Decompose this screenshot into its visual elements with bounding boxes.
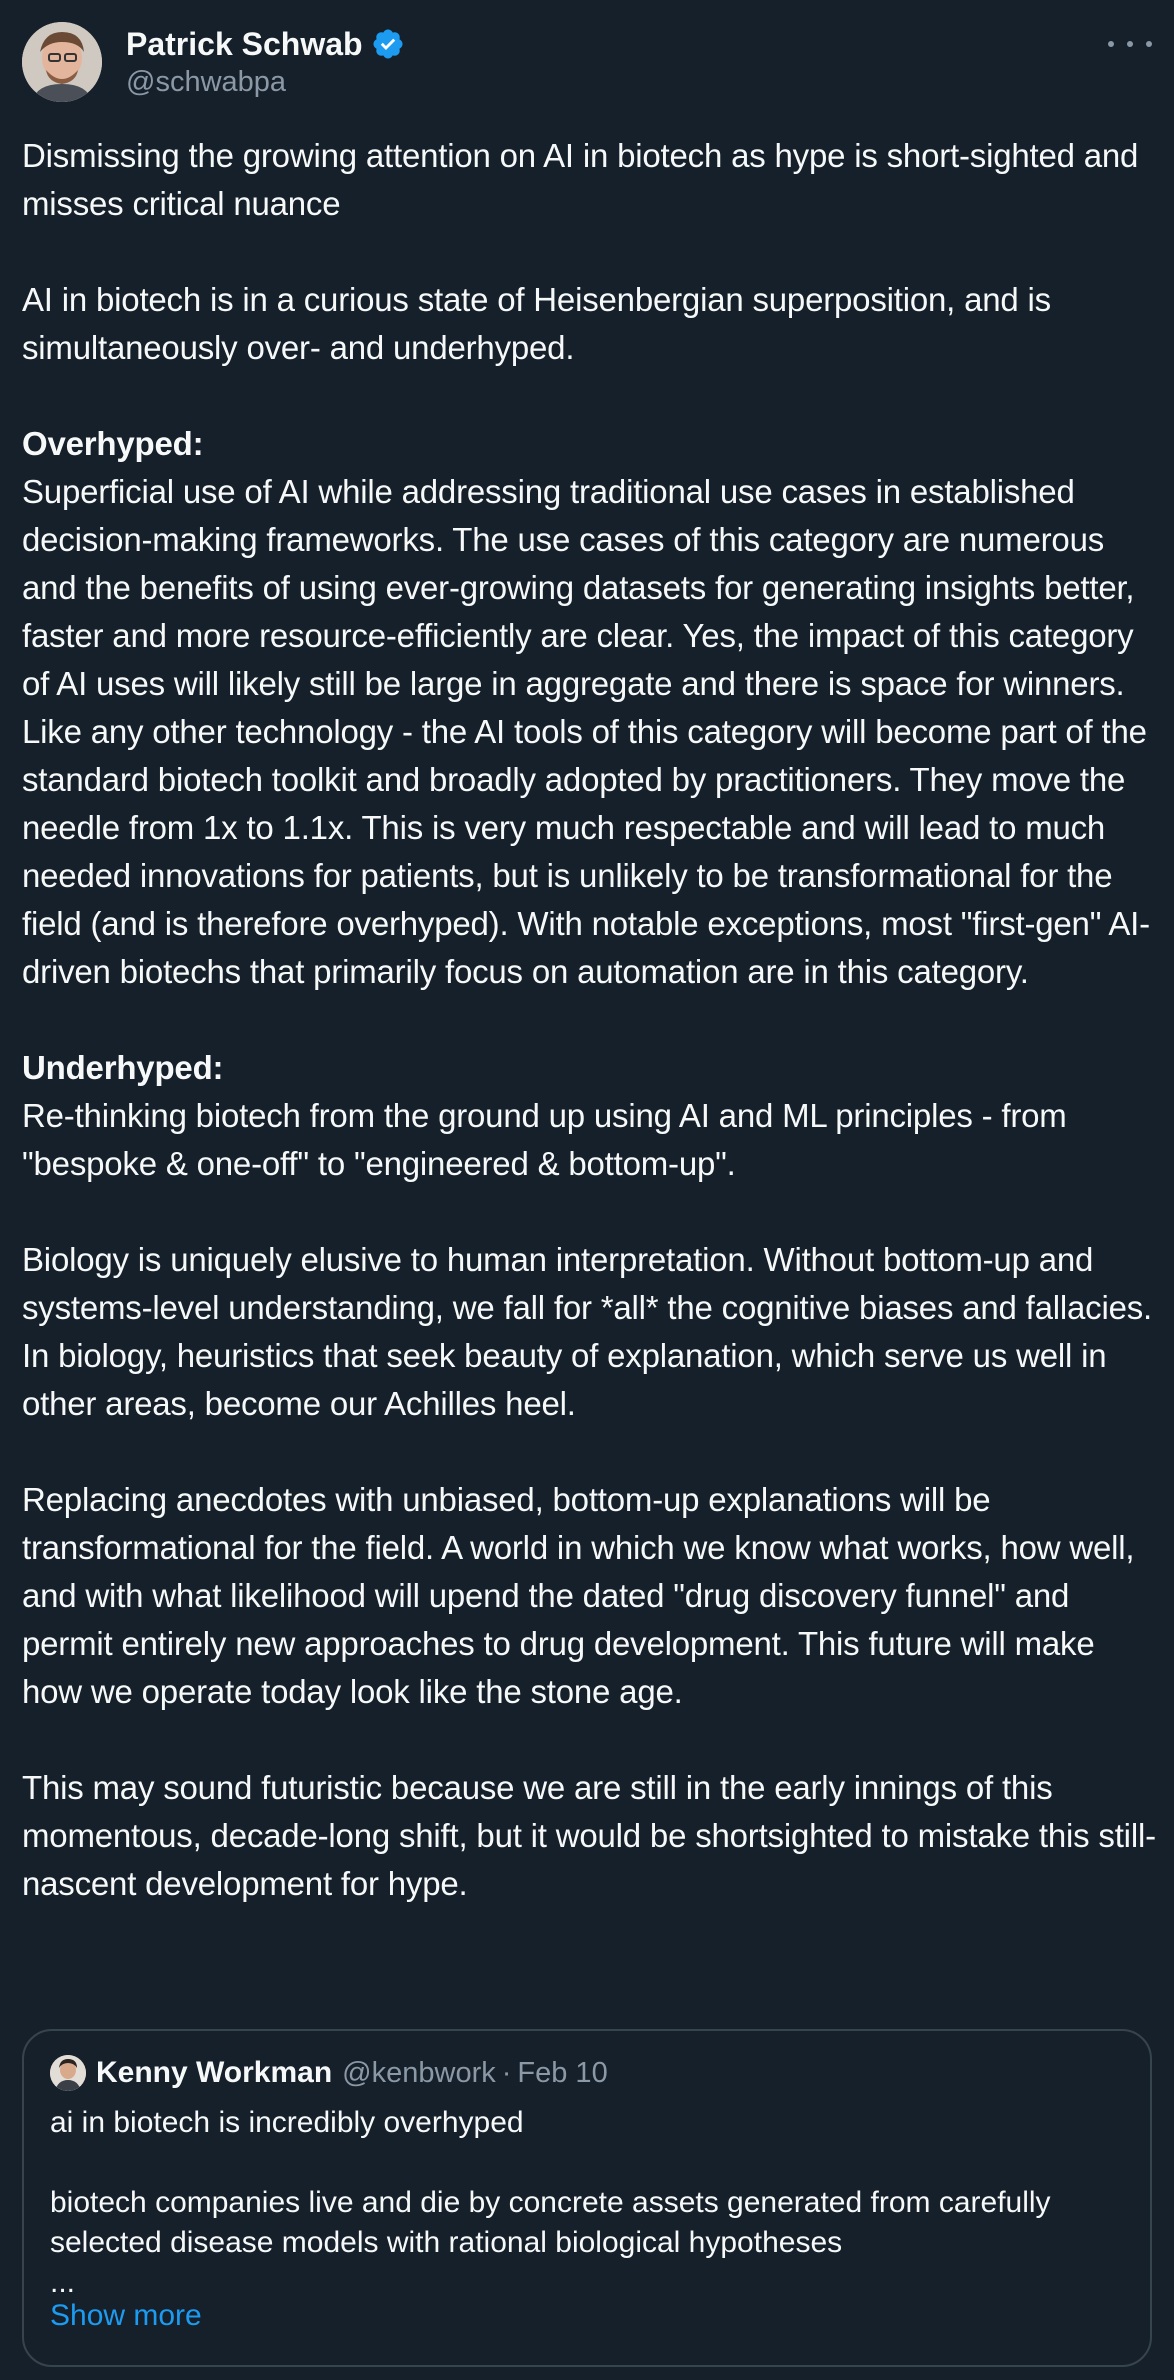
tweet-paragraph: This may sound futuristic because we are still in the early innings of this momentous, decade-long shift, but it would be shortsighted to mistake this still-nascent development for hype. xyxy=(22,1769,1156,1902)
quoted-avatar xyxy=(50,2055,86,2091)
show-more-link[interactable]: Show more xyxy=(50,2299,202,2332)
quoted-tweet[interactable] xyxy=(22,2029,1152,2367)
overhyped-text: Superficial use of AI while addressing traditional use cases in established decision-making frameworks. The use cases of this category are numerous and the benefits of using ever-growing datasets for generating insights better, faster and more resource-efficiently are clear. Yes, the impact of this category of AI uses will likely still be large in aggregate and there is space for winners. Like any other technology - the AI tools of this category will become part of the standard biotech toolkit and broadly adopted by practitioners. They move the needle from 1x to 1.1x. This is very much respectable and will lead to much needed innovations for patients, but is unlikely to be transformational for the field (and is therefore overhyped). With notable exceptions, most "first-gen" AI-driven biotechs that primarily focus on automation are in this category. xyxy=(22,473,1150,990)
tweet-paragraph: Dismissing the growing attention on AI in biotech as hype is short-sighted and misses critical nuance xyxy=(22,137,1139,222)
tweet-paragraph: AI in biotech is in a curious state of Heisenbergian superposition, and is simultaneously over- and underhyped. xyxy=(22,281,1051,366)
avatar-image xyxy=(22,22,102,102)
quoted-line: ai in biotech is incredibly overhyped xyxy=(50,2106,524,2139)
underhyped-heading: Underhyped: xyxy=(22,1049,224,1086)
overhyped-section xyxy=(22,420,1157,996)
quoted-tweet-header xyxy=(50,2053,608,2093)
quoted-line: biotech companies live and die by concrete assets generated from carefully selected disease models with rational biological hypotheses xyxy=(50,2186,1051,2259)
underhyped-section xyxy=(22,1044,1157,1188)
tweet-body xyxy=(22,132,1157,1908)
tweet-paragraph: Replacing anecdotes with unbiased, bottom-up explanations will be transformational for the field. A world in which we know what works, how well, and with what likelihood will upend the dated "drug discovery funnel" and permit entirely new approaches to drug development. This future will make how we operate today look like the stone age. xyxy=(22,1481,1135,1710)
tweet-paragraph: Biology is uniquely elusive to human interpretation. Without bottom-up and systems-level understanding, we fall for *all* the cognitive biases and fallacies. In biology, heuristics that seek beauty of explanation, which serve us well in other areas, become our Achilles heel. xyxy=(22,1241,1153,1422)
avatar[interactable] xyxy=(22,22,102,102)
more-options-icon[interactable] xyxy=(1108,30,1152,58)
quoted-author-name[interactable]: Kenny Workman xyxy=(96,2056,333,2089)
author-name[interactable]: Patrick Schwab xyxy=(126,25,363,62)
author-handle[interactable]: @schwabpa xyxy=(126,66,287,98)
quoted-author-handle[interactable]: @kenbwork xyxy=(342,2056,496,2089)
quoted-ellipsis: ... xyxy=(50,2266,76,2299)
quoted-date[interactable]: Feb 10 xyxy=(517,2056,608,2089)
author-block xyxy=(126,22,405,99)
verified-badge-icon xyxy=(371,27,405,61)
quoted-tweet-text xyxy=(50,2103,1120,2303)
underhyped-text: Re-thinking biotech from the ground up using AI and ML principles - from "bespoke & one-off" to "engineered & bottom-up". xyxy=(22,1097,1067,1182)
overhyped-heading: Overhyped: xyxy=(22,425,204,462)
meta-separator: · xyxy=(501,2056,512,2089)
tweet-header xyxy=(22,22,1152,104)
